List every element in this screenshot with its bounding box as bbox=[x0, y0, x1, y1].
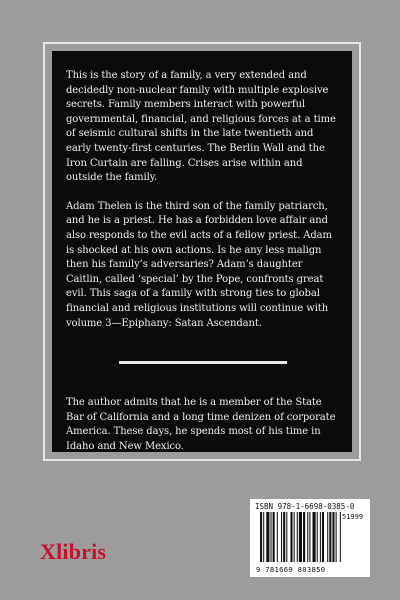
barcode-number: 9 781669 803850 bbox=[256, 565, 326, 574]
author-bio: The author admits that he is a member of the State Bar of California and a long time denizen of corporate America. These days, he spends most of his time in Idaho and New Mexico. bbox=[66, 397, 336, 452]
divider-line bbox=[119, 361, 287, 364]
barcode-icon bbox=[260, 512, 364, 564]
isbn-label: ISBN 978-1-6698-0385-0 bbox=[255, 502, 355, 511]
description-paragraph-1: This is the story of a family, a very extended and decidedly non-nuclear family with multiple explosive secrets. Family members interact with powerful governmental, financial, and religious forces at a time of seismic cultural shifts in the late twentieth and early twenty-first centuries. The Berlin Wall and the Iron Curtain are falling. Crises arise within and outside the family. bbox=[66, 70, 336, 184]
description-paragraph-2: Adam Thelen is the third son of the family patriarch, and he is a priest. He has a forbidden love affair and also responds to the evil acts of a fellow priest. Adam is shocked at his own actions. Is he any less malign then his family’s adversaries? Adam’s daughter Caitlin, called ‘special’ by the Pope, confronts great evil. This saga of a family with strong ties to global financial and religious institutions will continue with volume 3—Epiphany: Satan Ascendant. bbox=[66, 200, 332, 329]
price-code: 51999 bbox=[342, 513, 364, 521]
description-panel bbox=[52, 51, 352, 452]
publisher-logo: Xlibris bbox=[40, 539, 107, 564]
